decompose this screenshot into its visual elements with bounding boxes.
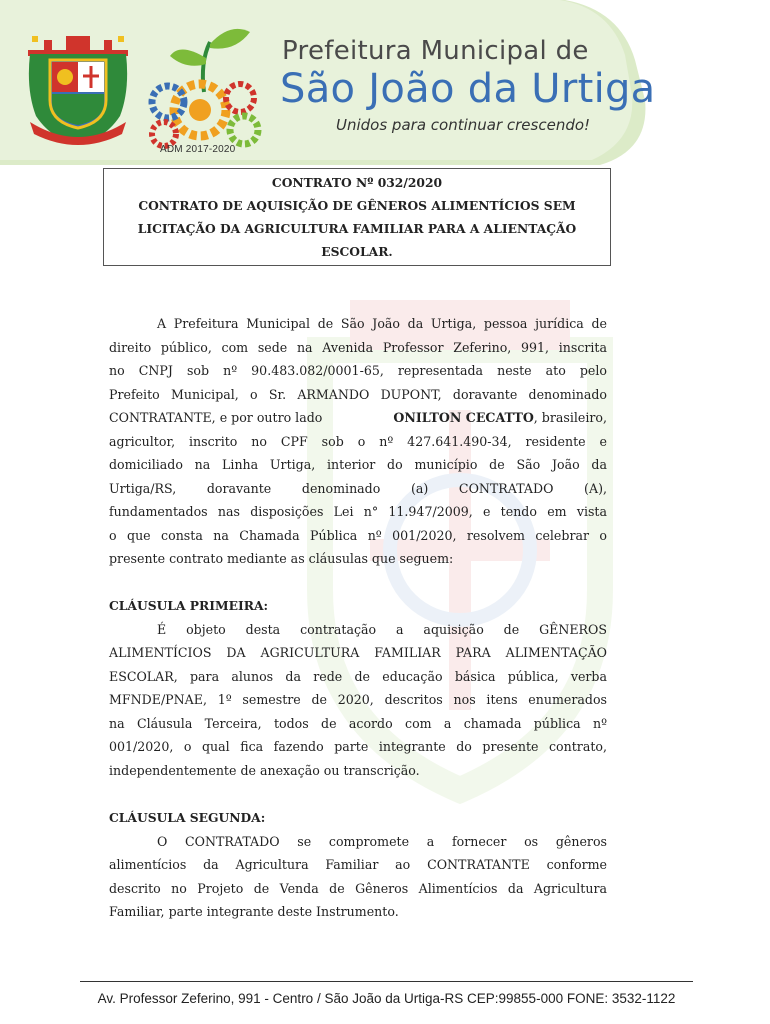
letterhead [0,0,770,165]
contractor-name: ONILTON CECATTO [393,410,534,425]
municipal-crest-icon [22,30,134,148]
administration-period: ADM 2017-2020 [160,144,236,155]
clause-second [109,806,607,924]
text-line: O CONTRATADO se compromete a fornecer os gêneros [157,833,607,849]
text-line: 001/2020, o qual fica fazendo parte integrante do presente contrato, [109,739,607,754]
text-line: ALIMENTÍCIOS DA AGRICULTURA FAMILIAR PARA ALIMENTAÇÃO [109,645,607,660]
text-line: direito público, com sede na Avenida Professor Zeferino, 991, inscrita [109,339,607,355]
text-segment: , brasileiro, [533,410,607,425]
text-line: independentemente de anexação ou transcrição. [109,762,420,778]
text-line [109,406,607,430]
header-title-line1: Prefeitura Municipal de [282,36,589,66]
text-line: alimentícios da Agricultura Familiar ao CONTRATANTE conforme [109,857,607,872]
clause-heading: CLÁUSULA SEGUNDA: [109,810,266,825]
text-line: fundamentados nas disposições Lei n° 11.947/2009, e tendo em vista [109,504,607,519]
text-line: É objeto desta contratação a aquisição de GÊNEROS [157,621,607,637]
text-line: o que consta na Chamada Pública nº 001/2020, resolvem celebrar o [109,527,607,543]
text-line: na Cláusula Terceira, todos de acordo com a chamada pública nº [109,715,607,731]
text-line: MFNDE/PNAE, 1º semestre de 2020, descritos nos itens enumerados [109,692,607,707]
footer-divider [80,981,693,982]
clause-first [109,594,607,782]
contract-title-line3: ESCOLAR. [321,244,393,259]
contract-number: CONTRATO Nº 032/2020 [271,175,443,190]
clause-heading: CLÁUSULA PRIMEIRA: [109,598,269,613]
text-line: no CNPJ sob nº 90.483.082/0001-65, representada neste ato pelo [109,363,607,378]
text-line: A Prefeitura Municipal de São João da Urtiga, pessoa jurídica de [157,316,607,331]
gears-sprout-logo-icon [140,22,270,152]
text-segment: CONTRATANTE, e por outro lado [109,410,323,425]
text-line: presente contrato mediante as cláusulas que seguem: [109,551,454,566]
contract-title-line1: CONTRATO DE AQUISIÇÃO DE GÊNEROS ALIMENTÍCIOS SEM [138,198,576,213]
text-line: domiciliado na Linha Urtiga, interior do município de São João da [109,457,607,472]
text-segment [393,406,607,430]
footer-address: Av. Professor Zeferino, 991 - Centro / São João da Urtiga-RS CEP:99855-000 FONE: 3532-1122 [97,991,676,1006]
contract-title-box [103,168,611,266]
text-line: descrito no Projeto de Venda de Gêneros Alimentícios da Agricultura [109,880,607,896]
text-line: agricultor, inscrito no CPF sob o nº 427.641.490-34, residente e [109,433,607,449]
text-line: Prefeito Municipal, o Sr. ARMANDO DUPONT, doravante denominado [109,386,607,402]
header-slogan: Unidos para continuar crescendo! [336,116,591,134]
contract-title-line2: LICITAÇÃO DA AGRICULTURA FAMILIAR PARA A ALIENTAÇÃO [137,221,577,236]
text-line: Familiar, parte integrante deste Instrumento. [109,904,399,919]
preamble-paragraph [109,312,607,571]
text-line: ESCOLAR, para alunos da rede de educação básica pública, verba [109,668,607,684]
text-line: Urtiga/RS, doravante denominado (a) CONTRATADO (A), [109,480,607,496]
header-title-line2: São João da Urtiga [280,66,656,112]
